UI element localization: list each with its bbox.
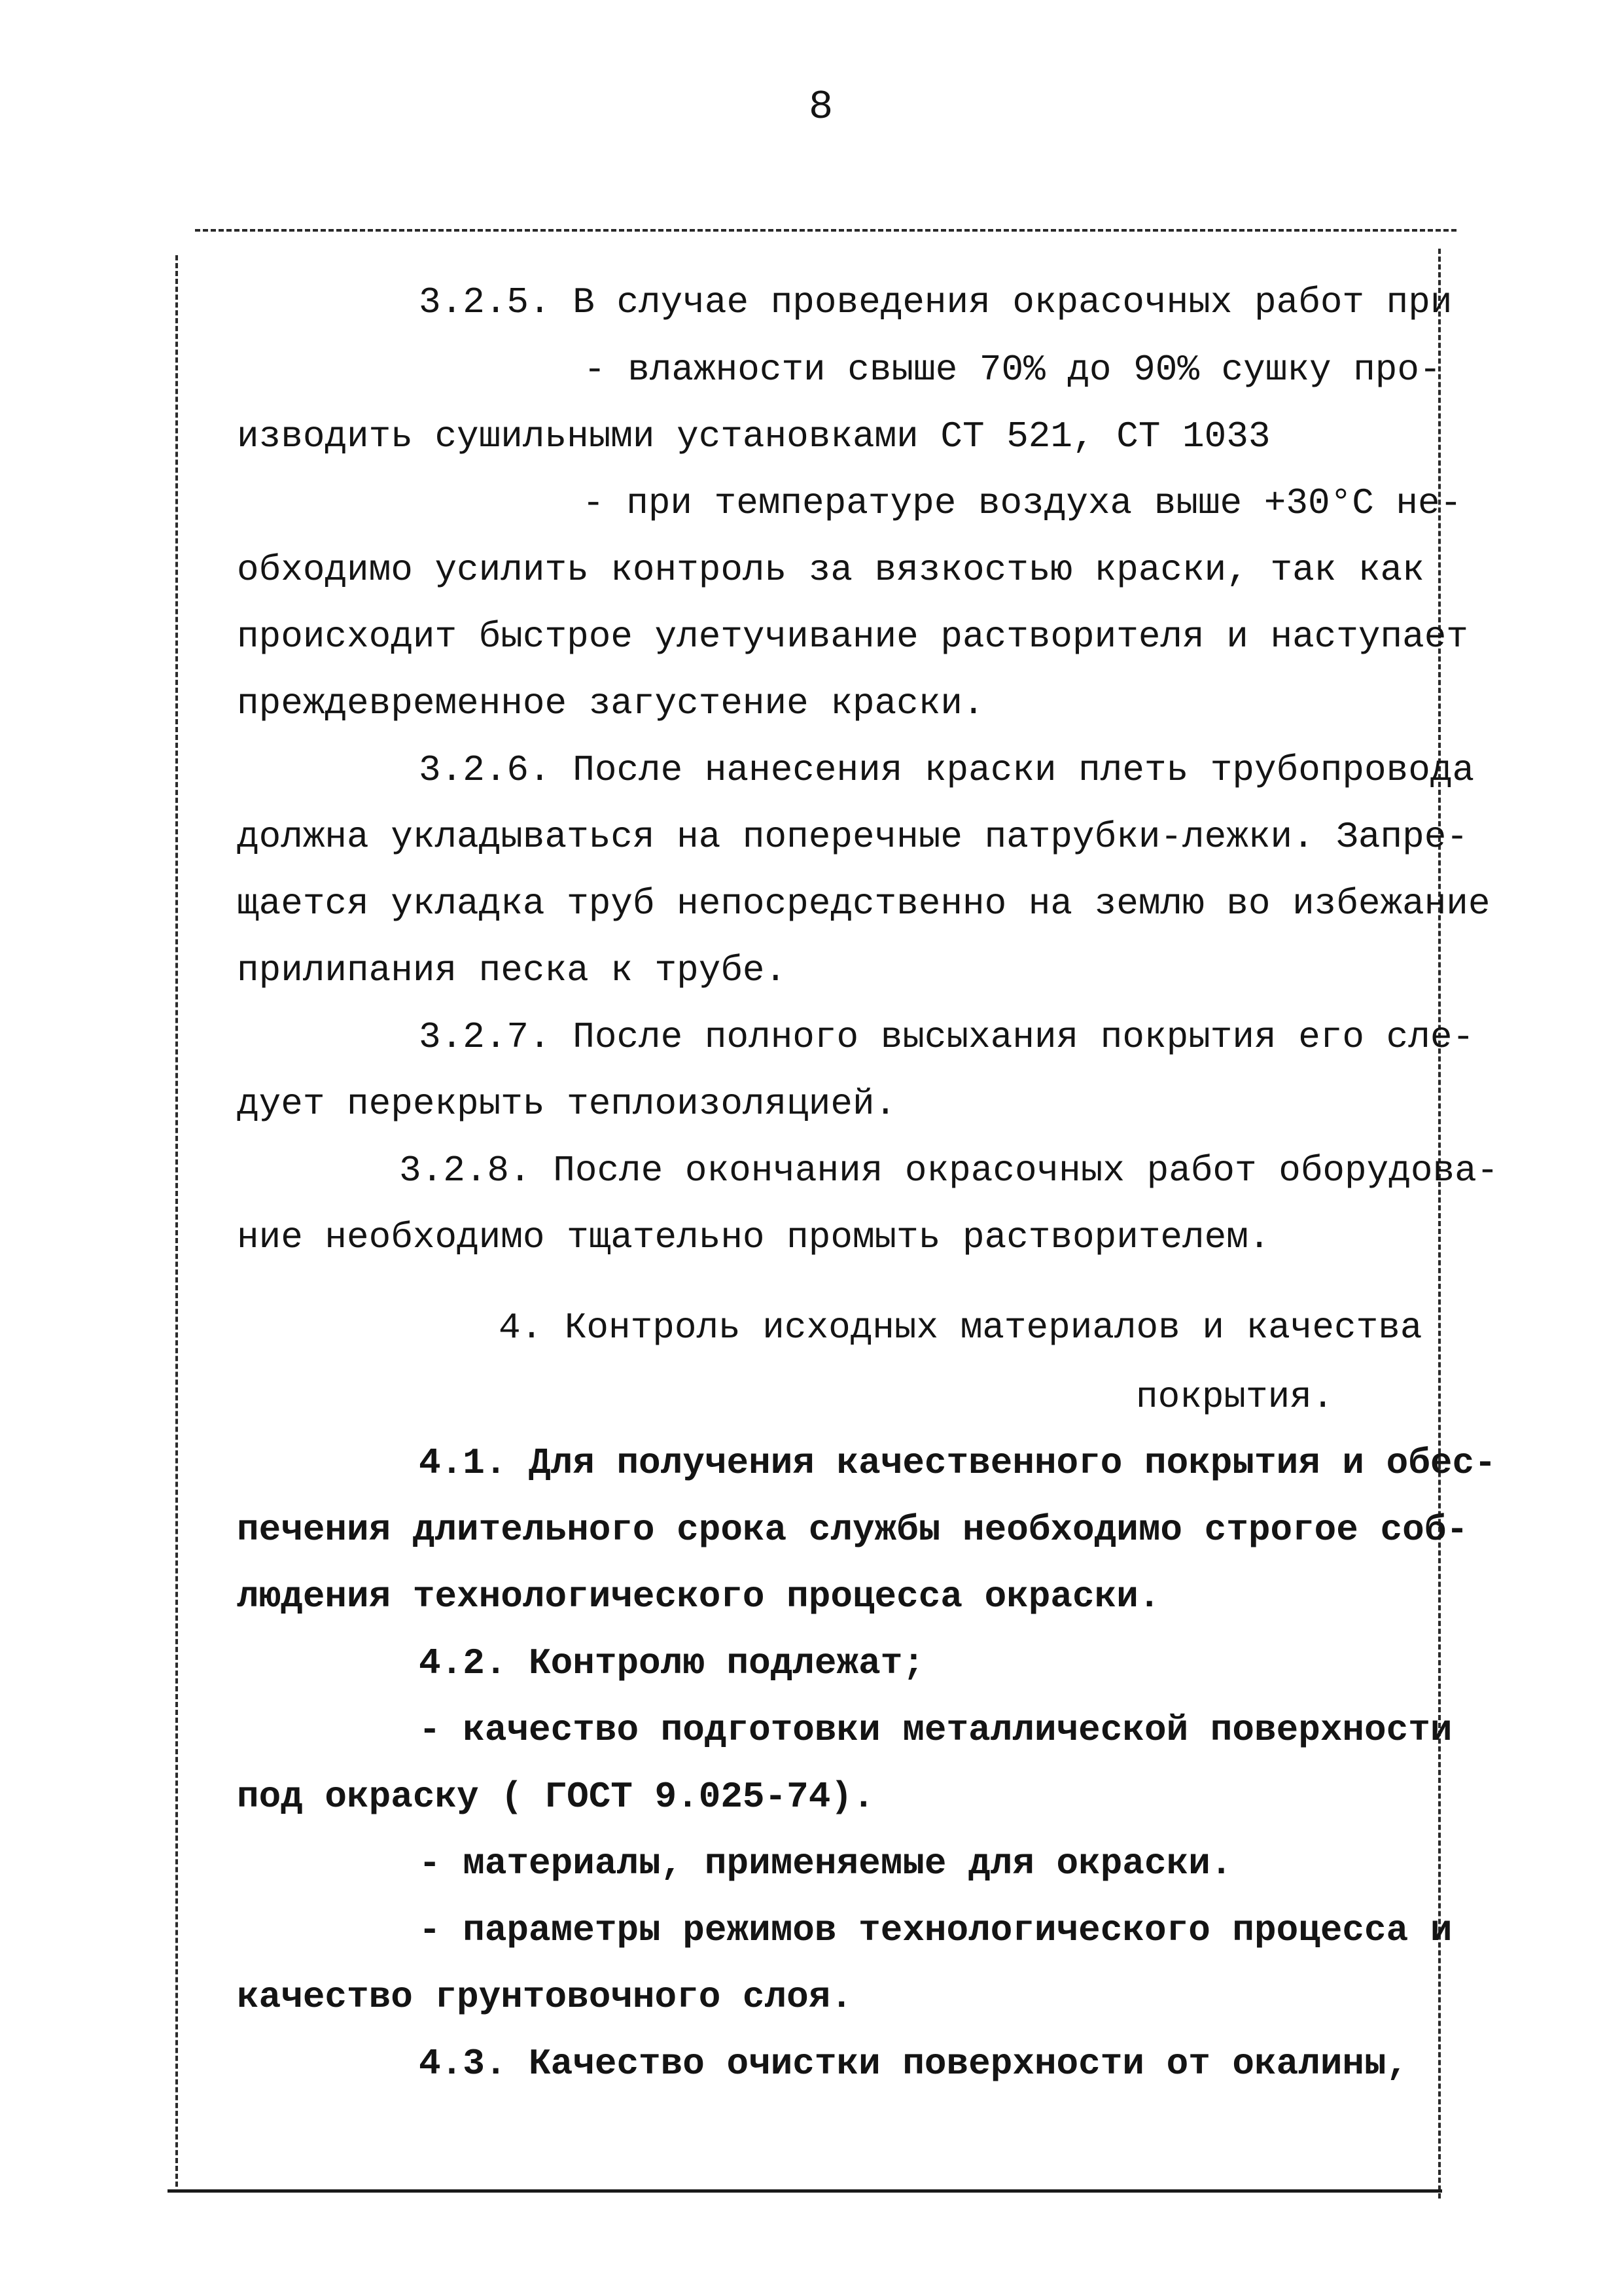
text-line: людения технологического процесса окраски.: [237, 1576, 1161, 1617]
text-line: - влажности свыше 70% до 90% сушку про-: [584, 349, 1441, 391]
text-line: - материалы, применяемые для окраски.: [419, 1843, 1233, 1884]
text-line: 4.1. Для получения качественного покрытия и обес-: [419, 1442, 1496, 1484]
text-line: качество грунтовочного слоя.: [237, 1976, 853, 2018]
text-line: 3.2.6. После нанесения краски плеть трубопровода: [419, 749, 1475, 791]
text-line: прилипания песка к трубе.: [237, 949, 787, 991]
text-line: щается укладка труб непосредственно на землю во избежание: [237, 883, 1491, 925]
section-heading: 4. Контроль исходных материалов и качества: [499, 1307, 1422, 1349]
section-heading-continued: покрытия.: [1136, 1376, 1334, 1418]
text-line: - качество подготовки металлической поверхности: [419, 1709, 1453, 1751]
page-number: 8: [809, 84, 834, 130]
text-line: - при температуре воздуха выше +30°С не-: [582, 482, 1462, 524]
text-line: ние необходимо тщательно промыть растворителем.: [237, 1216, 1271, 1258]
frame-border-right: [1438, 249, 1441, 2199]
frame-border-top: [195, 229, 1456, 232]
text-line: 4.2. Контролю подлежат;: [419, 1642, 925, 1684]
text-line: печения длительного срока службы необходимо строгое соб-: [237, 1509, 1468, 1551]
text-line: преждевременное загустение краски.: [237, 682, 985, 724]
text-line: 4.3. Качество очистки поверхности от окалины,: [419, 2043, 1409, 2085]
frame-border-left: [175, 255, 178, 2187]
text-line: 3.2.7. После полного высыхания покрытия его сле-: [419, 1016, 1475, 1058]
text-line: дует перекрыть теплоизоляцией.: [237, 1083, 897, 1125]
text-line: должна укладываться на поперечные патрубки-лежки. Запре-: [237, 816, 1468, 858]
text-line: 3.2.5. В случае проведения окрасочных работ при: [419, 281, 1453, 323]
text-line: 3.2.8. После окончания окрасочных работ оборудова-: [399, 1150, 1499, 1192]
text-line: обходимо усилить контроль за вязкостью краски, так как: [237, 549, 1424, 591]
text-line: под окраску ( ГОСТ 9.025-74).: [237, 1776, 875, 1818]
text-line: - параметры режимов технологического процесса и: [419, 1909, 1453, 1951]
frame-border-bottom: [168, 2189, 1442, 2193]
text-line: изводить сушильными установками СТ 521, СТ 1033: [237, 415, 1271, 457]
text-line: происходит быстрое улетучивание растворителя и наступает: [237, 616, 1468, 658]
